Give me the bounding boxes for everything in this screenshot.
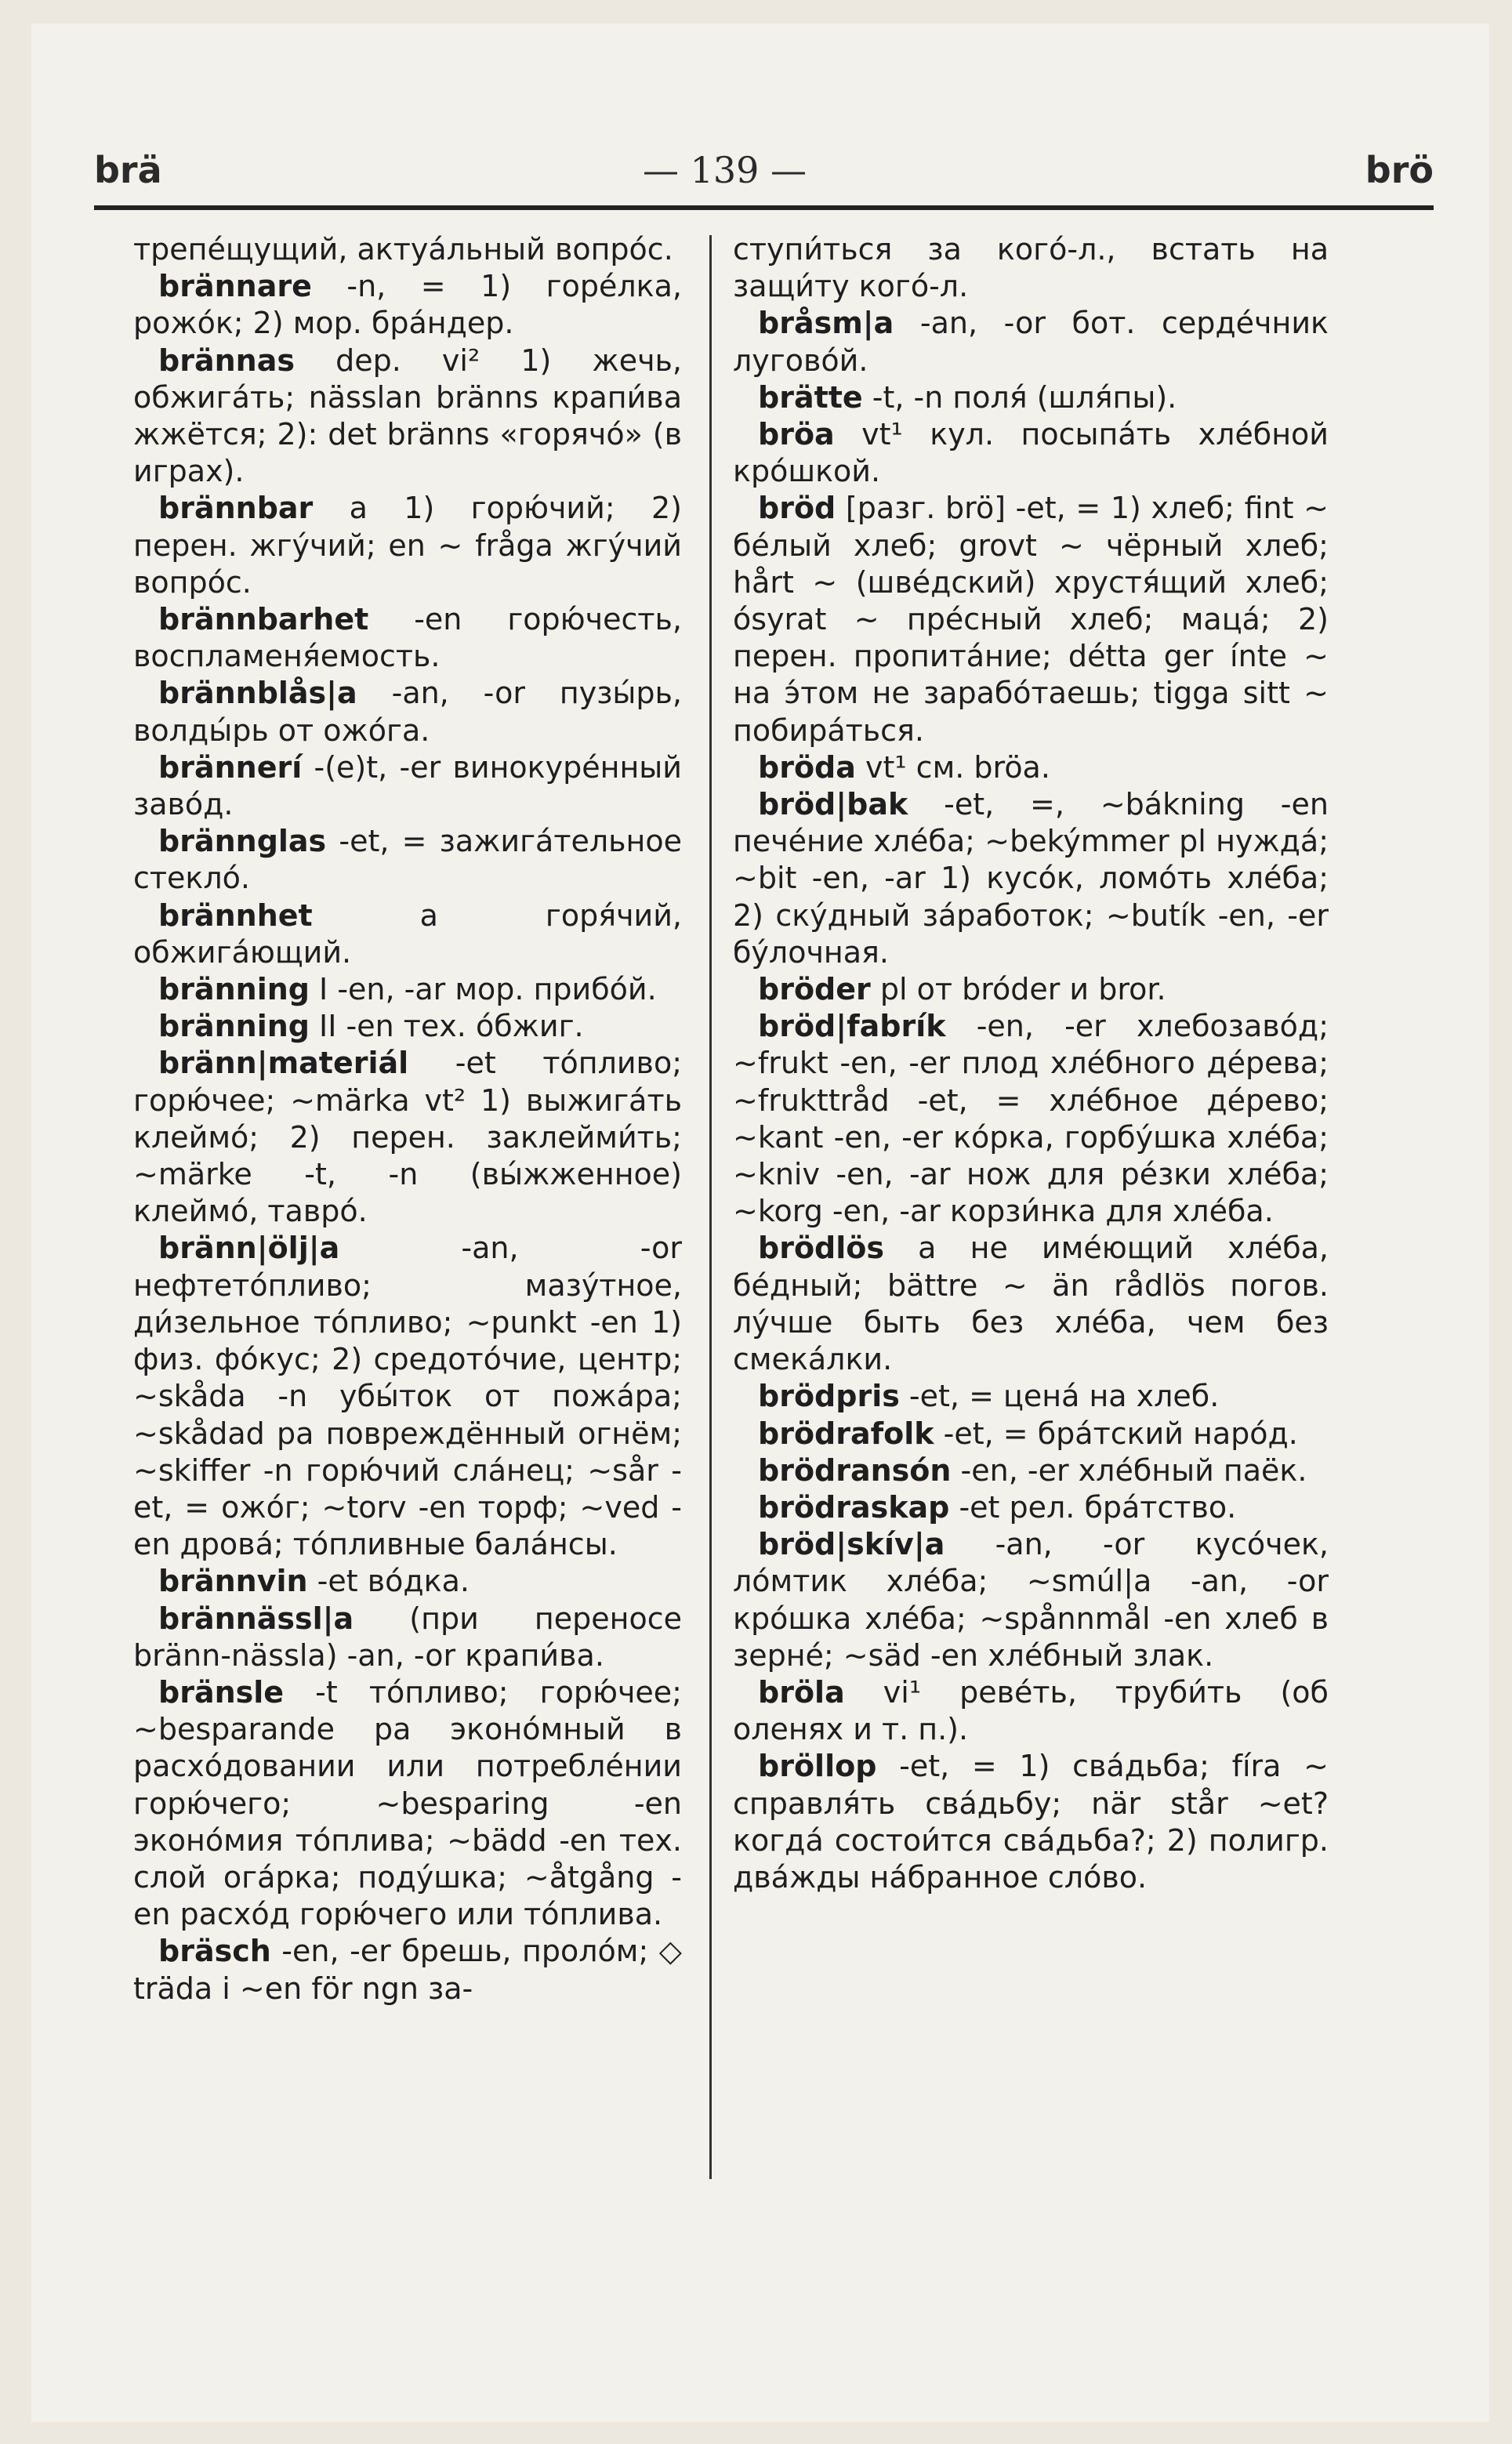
entry-headword: brännvin [158,1564,308,1599]
dictionary-entry [733,490,1329,749]
entry-headword: brännässl|a [158,1601,354,1636]
entry-headword: bråsm|a [758,306,894,341]
entry-definition: -an, -or нефтето́пливо; мазу́тное, ди́зельное то́пливо; ~punkt -en 1) физ. фо́кус; 2) средото́чие, центр; ~skåda -n убы́ток от пожа́ра; ~skådad pa повреждённый огнём; ~skiffer -n горю́чий сла́нец; ~sår -et, = ожо́г; ~torv -en торф; ~ved -en дрова́; то́пливные бала́нсы. [133,1231,682,1562]
entry-headword: bränn|ölj|a [158,1231,340,1266]
dictionary-entry [733,1008,1329,1230]
dictionary-entry [133,675,682,749]
entry-definition: (при переносе bränn-nässla) -an, -or крапи́ва. [133,1601,682,1673]
column-divider [709,235,712,2179]
entry-headword: brännbar [158,491,314,526]
entry-definition: ступи́ться за кого́-л., встать на защи́ту кого́-л. [733,232,1329,304]
entry-headword: brödrafolk [758,1416,934,1451]
entry-definition: pl от bróder и bror. [870,972,1166,1007]
dictionary-entry [733,786,1329,971]
entry-definition: -an, -or кусо́чек, ло́мтик хле́ба; ~smúl|a -an, -or кро́шка хле́ба; ~spånnmål -en хлеб в зерне́; ~säd -en хле́бный злак. [733,1527,1329,1673]
dictionary-entry [733,1230,1329,1378]
dictionary-entry [133,1563,682,1600]
entry-headword: bröla [758,1674,845,1710]
dictionary-entry [133,823,682,897]
entry-headword: bröder [758,972,871,1007]
entry-definition: -et то́пливо; горю́чее; ~märka vt² 1) выжига́ть клеймо́; 2) перен. заклейми́ть; ~märke -t, -n (вы́жженное) клеймо́, тавро́. [133,1046,682,1229]
header-rule [94,205,1434,210]
entry-definition: -en, -er брешь, проло́м; ◇ träda i ~en för ngn за- [133,1934,682,2006]
dictionary-entry [733,231,1329,305]
left-column [133,231,682,2007]
entry-definition: a горя́чий, обжига́ющий. [133,897,682,970]
dictionary-entry [133,231,682,268]
page-header [94,149,1434,204]
entry-headword: bröllop [758,1749,877,1784]
dictionary-entry [733,971,1329,1008]
dictionary-entry [133,897,682,971]
entry-headword: bröd|fabrík [758,1009,946,1044]
entry-definition: dep. vi² 1) жечь, обжига́ть; nässlan bränns крапи́ва жжётся; 2): det bränns «горячо́» (в играх). [133,343,682,489]
dictionary-entry [133,601,682,675]
entry-definition: -t, -n поля́ (шля́пы). [862,379,1177,415]
entry-headword: bröd|bak [758,787,908,822]
dictionary-entry [133,971,682,1008]
dictionary-entry [133,1008,682,1045]
dictionary-entry [733,1748,1329,1896]
entry-definition: [разг. brö] -et, = 1) хлеб; fint ~ бе́лый хлеб; grovt ~ чёрный хлеб; hårt ~ (шве́дский) хрустя́щий хлеб; ósyrat ~ пре́сный хлеб; маца́; 2) перен. пропита́ние; détta ger ínte ~ на э́том не зарабо́таешь; tigga sitt ~ побира́ться. [733,491,1329,748]
entry-definition: -et, = зажига́тельное стекло́. [133,824,682,896]
dictionary-entry [733,749,1329,786]
dictionary-entry [133,268,682,342]
entry-headword: brännare [158,269,312,304]
entry-definition: -(e)t, -er винокуре́нный заво́д. [133,749,682,822]
dictionary-entry [733,305,1329,379]
entry-definition: -et, = 1) сва́дьба; fíra ~ справля́ть сва́дьбу; när står ~et? когда́ состои́тся сва́дьба?; 2) полигр. два́жды на́бранное сло́во. [733,1749,1329,1895]
entry-headword: brännhet [158,897,313,933]
entry-definition: vt¹ кул. посыпа́ть хле́бной кро́шкой. [733,417,1329,489]
entry-definition: a 1) горю́чий; 2) перен. жгу́чий; en ~ fråga жгу́чий вопро́с. [133,491,682,600]
page-number: — 139 — [643,149,807,191]
entry-headword: bränning [158,1009,310,1044]
entry-headword: brödransón [758,1452,952,1488]
entry-headword: brännbarhet [158,602,369,637]
entry-headword: bröd|skív|a [758,1527,945,1562]
entry-headword: brännerí [158,749,303,785]
entry-definition: -et, = цена́ на хлеб. [899,1379,1220,1414]
entry-definition: vt¹ см. bröa. [855,749,1050,785]
entry-definition: -en, -er хлебозаво́д; ~frukt -en, -er плод хле́бного де́рева; ~frukttråd -et, = хле́бное де́рево; ~kant -en, -er ко́рка, горбу́шка хле́ба; ~kniv -en, -ar нож для ре́зки хле́ба; ~korg -en, -ar корзи́нка для хле́ба. [733,1009,1329,1229]
dictionary-entry [133,1601,682,1674]
entry-headword: brätte [758,379,863,415]
dictionary-entry [133,1045,682,1230]
entry-definition: -en, -er хле́бный паёк. [951,1452,1307,1488]
entry-headword: brödlös [758,1231,884,1266]
entry-headword: bränn|materiál [158,1046,409,1081]
dictionary-entry [733,1416,1329,1452]
dictionary-entry [733,1378,1329,1415]
dictionary-entry [133,1933,682,2007]
header-right-guideword: brö [1365,149,1434,191]
entry-headword: brännas [158,343,295,378]
dictionary-entry [733,1526,1329,1674]
entry-definition: -en горю́честь, воспламеня́емость. [133,602,682,674]
right-column [733,231,1329,1896]
entry-headword: bröa [758,417,835,452]
entry-headword: bränning [158,972,310,1007]
entry-headword: bräsch [158,1934,271,1969]
dictionary-entry [133,1674,682,1933]
entry-headword: bröd [758,491,836,526]
entry-definition: -et, = бра́тский наро́д. [934,1416,1298,1451]
entry-definition: -an, -or бот. серде́чник лугово́й. [733,306,1329,378]
entry-headword: brännglas [158,824,327,859]
entry-definition: -n, = 1) горе́лка, рожо́к; 2) мор. бра́ндер. [133,269,682,341]
entry-definition: a не име́ющий хле́ба, бе́дный; bättre ~ än rådlös погов. лу́чше быть без хле́ба, чем без смека́лки. [733,1231,1329,1377]
dictionary-entry [733,379,1329,416]
dictionary-entry [133,749,682,823]
entry-headword: brödpris [758,1379,900,1414]
entry-definition: -et рел. бра́тство. [949,1489,1237,1525]
entry-definition: трепе́щущий, актуа́льный вопро́с. [133,232,673,267]
dictionary-entry [733,1452,1329,1489]
entry-headword: bränsle [158,1674,285,1710]
entry-definition: -an, -or пузы́рь, волды́рь от ожо́га. [133,676,682,748]
entry-definition: II -en тех. о́бжиг. [309,1009,584,1044]
header-left-guideword: brä [94,149,162,191]
entry-definition: -et, =, ~bákning -en пече́ние хле́ба; ~bekýmmer pl нужда́; ~bit -en, -ar 1) кусо́к, ломо́ть хле́ба; 2) ску́дный за́работок; ~butík -en, -er бу́лочная. [733,787,1329,970]
entry-headword: brödraskap [758,1489,950,1525]
entry-definition: I -en, -ar мор. прибо́й. [309,972,657,1007]
entry-headword: bröda [758,749,856,785]
entry-definition: vi¹ реве́ть, труби́ть (об оленях и т. п.). [733,1674,1329,1747]
dictionary-entry [733,1489,1329,1526]
dictionary-entry [733,1674,1329,1748]
dictionary-entry [733,416,1329,490]
dictionary-entry [133,490,682,601]
dictionary-entry [133,1230,682,1563]
dictionary-entry [133,343,682,491]
entry-headword: brännblås|a [158,676,357,711]
entry-definition: -t то́пливо; горю́чее; ~besparande pa эконо́мный в расхо́довании или потребле́нии горю́чего; ~besparing -en эконо́мия то́плива; ~bädd -en тех. слой ога́рка; поду́шка; ~åtgång -en расхо́д горю́чего или то́плива. [133,1674,682,1932]
entry-definition: -et во́дка. [307,1564,470,1599]
